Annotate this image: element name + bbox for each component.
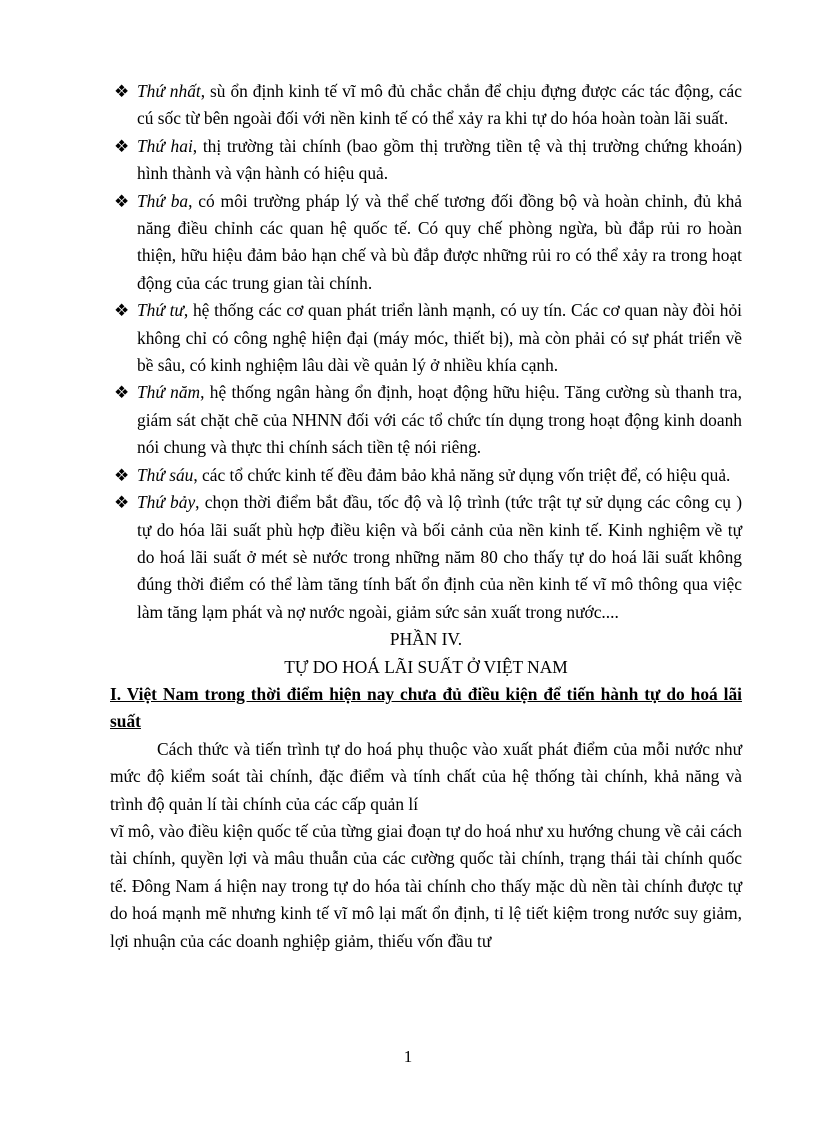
bullet-term: Thứ tư xyxy=(137,300,184,321)
diamond-bullet-icon: ❖ xyxy=(114,383,130,403)
page-number: 1 xyxy=(403,1047,413,1066)
bullet-item xyxy=(110,462,742,489)
bullet-text: , chọn thời điểm bắt đầu, tốc độ và lộ trình (tức trật tự sử dụng các công cụ ) tự do hóa lãi suất phù hợp điều kiện và bối cảnh của nền kinh tế. Kinh nghiệm về tự do hoá lãi suất ở mét sè nước trong những năm 80 cho thấy tự do hoá lãi suất không đúng thời điểm có thể làm tăng tính bất ổn định của nền kinh tế vĩ mô thông qua việc làm tăng lạm phát và nợ nước ngoài, giảm sức sản xuất trong nước.... xyxy=(137,492,742,622)
diamond-bullet-icon: ❖ xyxy=(114,493,130,513)
bullet-text: , sù ổn định kinh tế vĩ mô đủ chắc chắn để chịu đựng được các tác động, các cú sốc từ bên ngoài đối với nền kinh tế có thể xảy ra khi tự do hóa hoàn toàn lãi suất. xyxy=(137,81,742,129)
bullet-text: , thị trường tài chính (bao gồm thị trường tiền tệ và thị trường chứng khoán) hình thành và vận hành có hiệu quả. xyxy=(137,135,742,184)
bullet-list xyxy=(110,78,742,626)
bullet-term: Thứ bảy xyxy=(137,492,196,513)
bullet-item xyxy=(110,489,742,626)
diamond-bullet-icon: ❖ xyxy=(114,82,130,101)
bullet-text: , có môi trường pháp lý và thể chế tương đối đồng bộ và hoàn chỉnh, đủ khả năng điều chỉnh các quan hệ quốc tế. Có quy chế phòng ngừa, bù đắp rủi ro hoàn thiện, hữu hiệu đảm bảo hạn chế và bù đắp được những rủi ro có thể xảy ra trong hoạt động của các trung gian tài chính. xyxy=(137,190,742,293)
document-page xyxy=(110,78,742,955)
part-label: PHẦN IV. xyxy=(389,629,463,650)
bullet-term: Thứ nhất xyxy=(137,81,201,101)
bullet-item xyxy=(110,297,742,379)
bullet-item xyxy=(110,78,742,133)
bullet-item xyxy=(110,379,742,461)
bullet-term: Thứ sáu xyxy=(137,464,194,485)
paragraph-1: Cách thức và tiến trình tự do hoá phụ thuộc vào xuất phát điểm của mỗi nước như mức độ kiểm soát tài chính, đặc điểm và tính chất của hệ thống tài chính, khả năng và trình độ quản lí tài chính của các cấp quản lí xyxy=(110,738,742,814)
bullet-term: Thứ năm xyxy=(137,382,201,403)
part-title: TỰ DO HOÁ LÃI SUẤT Ở VIỆT NAM xyxy=(284,656,568,677)
section-heading: I. Việt Nam trong thời điểm hiện nay chưa đủ điều kiện để tiến hành tự do hoá lãi suất xyxy=(110,683,742,732)
bullet-text: , hệ thống các cơ quan phát triển lành mạnh, có uy tín. Các cơ quan này đòi hỏi không chỉ có công nghệ hiện đại (máy móc, thiết bị), mà còn phải có sự phát triển về bề sâu, có kinh nghiệm lâu dài về quản lý ở nhiều khía cạnh. xyxy=(137,300,742,376)
bullet-text: , các tổ chức kinh tế đều đảm bảo khả năng sử dụng vốn triệt để, có hiệu quả. xyxy=(193,464,731,485)
bullet-item xyxy=(110,188,742,298)
paragraph-2: vĩ mô, vào điều kiện quốc tế của từng giai đoạn tự do hoá như xu hướng chung về cải cách tài chính, quyền lợi và mâu thuẫn của các cường quốc tài chính, trạng thái tài chính quốc tế. Đông Nam á hiện nay trong tự do hóa tài chính cho thấy mặc dù nền tài chính được tự do hoá mạnh mẽ nhưng kinh tế vĩ mô lại mất ổn định, tỉ lệ tiết kiệm trong nước suy giảm, lợi nhuận của các doanh nghiệp giảm, thiếu vốn đầu tư xyxy=(110,820,742,951)
bullet-text: , hệ thống ngân hàng ổn định, hoạt động hữu hiệu. Tăng cường sù thanh tra, giám sát chặt chẽ của NHNN đối với các tổ chức tín dụng trong hoạt động kinh doanh nói chung và thực thi chính sách tiền tệ nói riêng. xyxy=(137,382,742,458)
bullet-term: Thứ ba xyxy=(137,190,189,211)
diamond-bullet-icon: ❖ xyxy=(114,136,130,156)
diamond-bullet-icon: ❖ xyxy=(114,301,130,321)
bullet-item xyxy=(110,133,742,188)
diamond-bullet-icon: ❖ xyxy=(114,191,130,211)
diamond-bullet-icon: ❖ xyxy=(114,465,130,485)
bullet-term: Thứ hai xyxy=(137,135,193,156)
